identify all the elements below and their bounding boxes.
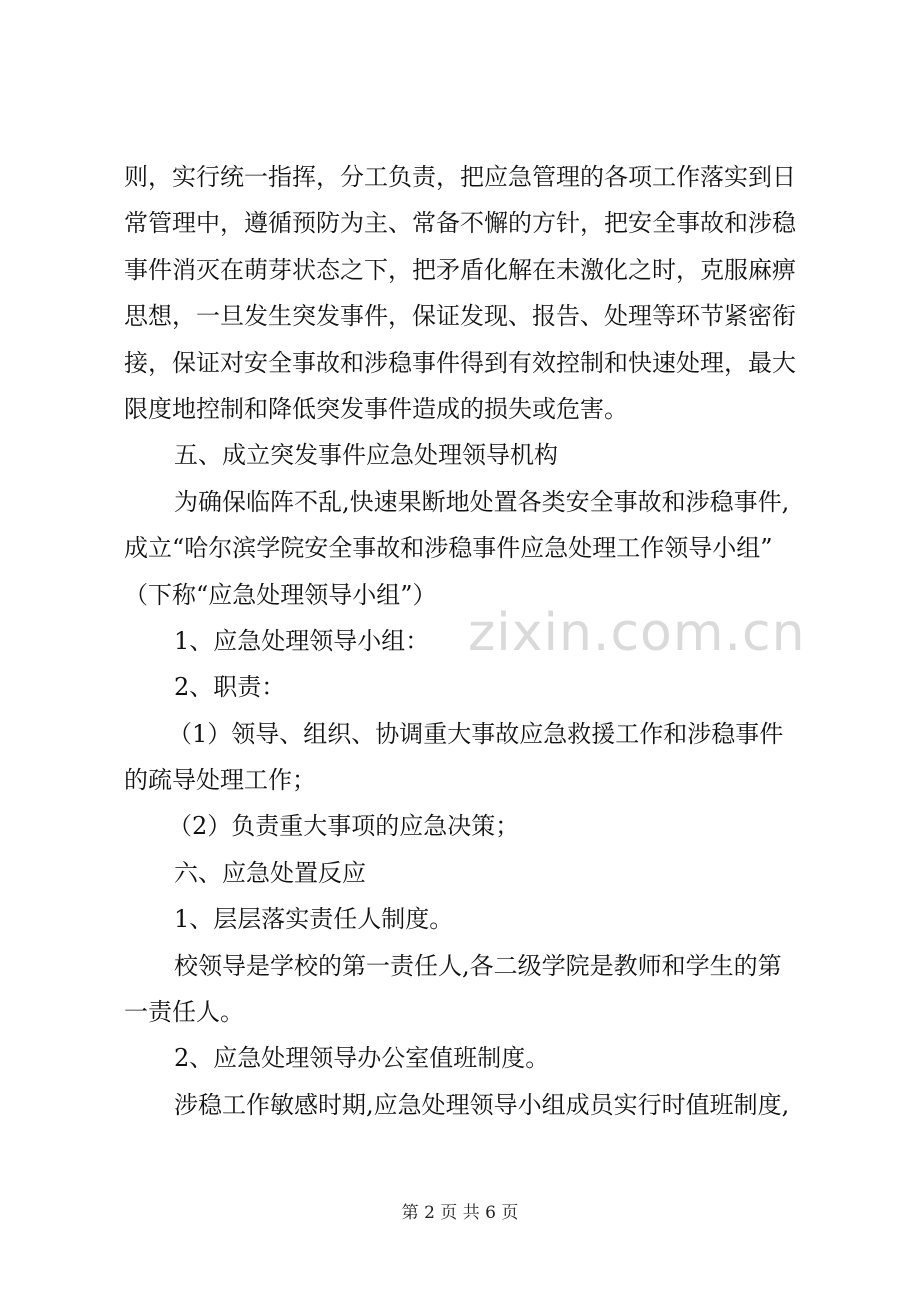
- body-line: 为确保临阵不乱,快速果断地处置各类安全事故和涉稳事件,: [174, 487, 790, 516]
- body-line: 思想，一旦发生突发事件，保证发现、报告、处理等环节紧密衔: [124, 302, 796, 331]
- body-line: 成立“哈尔滨学院安全事故和涉稳事件应急处理工作领导小组”: [124, 534, 773, 563]
- section-heading: 六、应急处置反应: [174, 858, 366, 887]
- list-item: （2）负责重大事项的应急决策；: [168, 812, 520, 841]
- page-indicator: 第 2 页 共 6 页: [401, 1203, 519, 1223]
- body-line: 限度地控制和降低突发事件造成的损失或危害。: [124, 394, 628, 423]
- body-line: 涉稳工作敏感时期,应急处理领导小组成员实行时值班制度,: [174, 1090, 790, 1119]
- body-line: 的疏导处理工作；: [124, 766, 316, 795]
- body-line: 接，保证对安全事故和涉稳事件得到有效控制和快速处理，最大: [124, 348, 796, 377]
- body-line: 一责任人。: [124, 998, 244, 1027]
- body-line: 校领导是学校的第一责任人,各二级学院是教师和学生的第: [174, 951, 782, 980]
- body-line: 则，实行统一指挥，分工负责，把应急管理的各项工作落实到日: [124, 163, 796, 191]
- body-line: 常管理中，遵循预防为主、常备不懈的方针，把安全事故和涉稳: [124, 209, 796, 238]
- list-item: 1、应急处理领导小组：: [174, 626, 430, 655]
- section-heading: 五、成立突发事件应急处理领导机构: [174, 441, 558, 470]
- body-line: 事件消灭在萌芽状态之下，把矛盾化解在未激化之时，克服麻痹: [124, 255, 796, 284]
- list-item: 1、层层落实责任人制度。: [174, 905, 454, 934]
- body-line: （下称“应急处理领导小组”）: [124, 580, 437, 609]
- watermark-text: zixin.com.cn: [468, 603, 806, 663]
- list-item: 2、应急处理领导办公室值班制度。: [174, 1044, 550, 1073]
- list-item: 2、职责：: [174, 673, 286, 702]
- list-item: （1）领导、组织、协调重大事故应急救援工作和涉稳事件: [168, 719, 784, 748]
